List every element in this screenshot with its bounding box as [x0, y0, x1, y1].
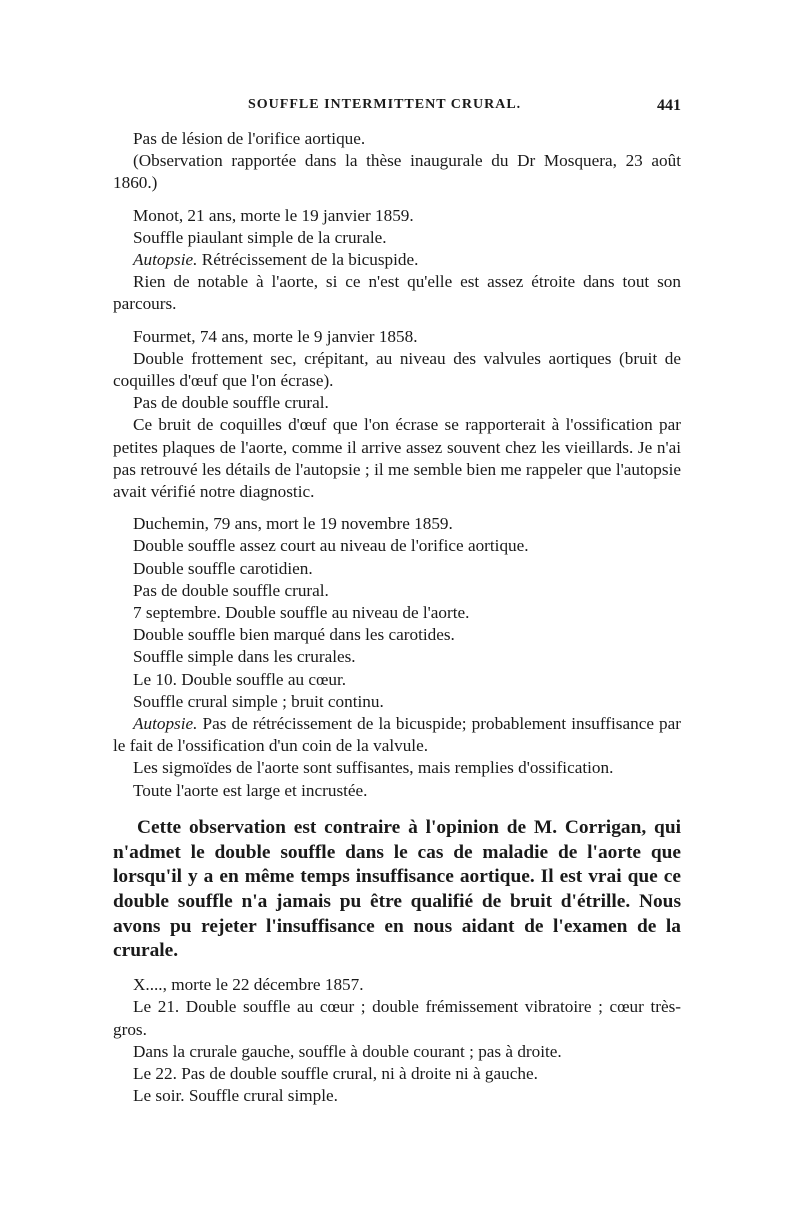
paragraph: Toute l'aorte est large et incrustée.: [133, 780, 368, 800]
paragraph-text: Rétrécissement de la bicuspide.: [197, 250, 419, 270]
paragraph: [113, 713, 681, 757]
paragraph: Pas de double souffle crural.: [133, 393, 329, 413]
paragraph: Rien de notable à l'aorte, si ce n'est qu'elle est assez étroite dans tout son parcours.: [113, 272, 681, 314]
paragraph: Souffle simple dans les crurales.: [133, 647, 356, 667]
paragraph: Souffle piaulant simple de la crurale.: [133, 227, 387, 247]
paragraph: Pas de lésion de l'orifice aortique.: [133, 129, 366, 148]
page-body: [113, 128, 681, 1107]
running-title: SOUFFLE INTERMITTENT CRURAL.: [248, 97, 522, 112]
paragraph: Pas de double souffle crural.: [133, 580, 329, 600]
paragraph: Double frottement sec, crépitant, au niveau des valvules aortiques (bruit de coquilles d'œuf que l'on écrase).: [113, 348, 681, 391]
paragraph: Souffle crural simple ; bruit continu.: [133, 691, 384, 711]
paragraph: (Observation rapportée dans la thèse inaugurale du Dr Mosquera, 23 août 1860.): [113, 151, 681, 193]
paragraph: [113, 249, 681, 271]
page-header: [113, 97, 681, 117]
paragraph: X...., morte le 22 décembre 1857.: [133, 975, 364, 995]
paragraph: Les sigmoïdes de l'aorte sont suffisantes, mais remplies d'ossification.: [133, 758, 614, 778]
autopsie-label: Autopsie.: [133, 714, 198, 734]
paragraph: Fourmet, 74 ans, morte le 9 janvier 1858.: [133, 326, 418, 346]
paragraph: Le 21. Double souffle au cœur ; double frémissement vibratoire ; cœur très-gros.: [113, 997, 681, 1039]
paragraph: Dans la crurale gauche, souffle à double courant ; pas à droite.: [133, 1041, 562, 1061]
paragraph: Duchemin, 79 ans, mort le 19 novembre 1859.: [133, 514, 453, 534]
paragraph: Double souffle assez court au niveau de l'orifice aortique.: [133, 536, 529, 556]
paragraph: 7 septembre. Double souffle au niveau de l'aorte.: [133, 603, 470, 623]
paragraph: Double souffle bien marqué dans les carotides.: [133, 625, 455, 645]
commentary-paragraph: Cette observation est contraire à l'opinion de M. Corrigan, qui n'admet le double souffle dans le cas de maladie de l'aorte que lorsqu'il y a en même temps insuffisance aortique. Il est vrai que ce double souffle n'a jamais pu être qualifié de bruit d'étrille. Nous avons pu rejeter l'insuffisance en nous aidant de l'examen de la crurale.: [113, 816, 681, 962]
paragraph: Le 10. Double souffle au cœur.: [133, 669, 347, 689]
paragraph-text: Pas de rétrécissement de la bicuspide; probablement insuffisance par le fait de l'ossification d'un coin de la valvule.: [113, 714, 681, 756]
autopsie-label: Autopsie.: [133, 250, 198, 270]
paragraph: Monot, 21 ans, morte le 19 janvier 1859.: [133, 205, 414, 225]
paragraph: Le 22. Pas de double souffle crural, ni à droite ni à gauche.: [133, 1063, 538, 1083]
paragraph: Double souffle carotidien.: [133, 558, 313, 578]
paragraph: Ce bruit de coquilles d'œuf que l'on écrase se rapporterait à l'ossification par petites plaques de l'aorte, comme il arrive assez souvent chez les vieillards. Je n'ai pas retrouvé les détails de l'autopsie ; il me semble bien me rappeler que l'autopsie avait vérifié notre diagnostic.: [113, 415, 681, 502]
page-number: 441: [657, 97, 681, 114]
paragraph: Le soir. Souffle crural simple.: [133, 1086, 338, 1106]
